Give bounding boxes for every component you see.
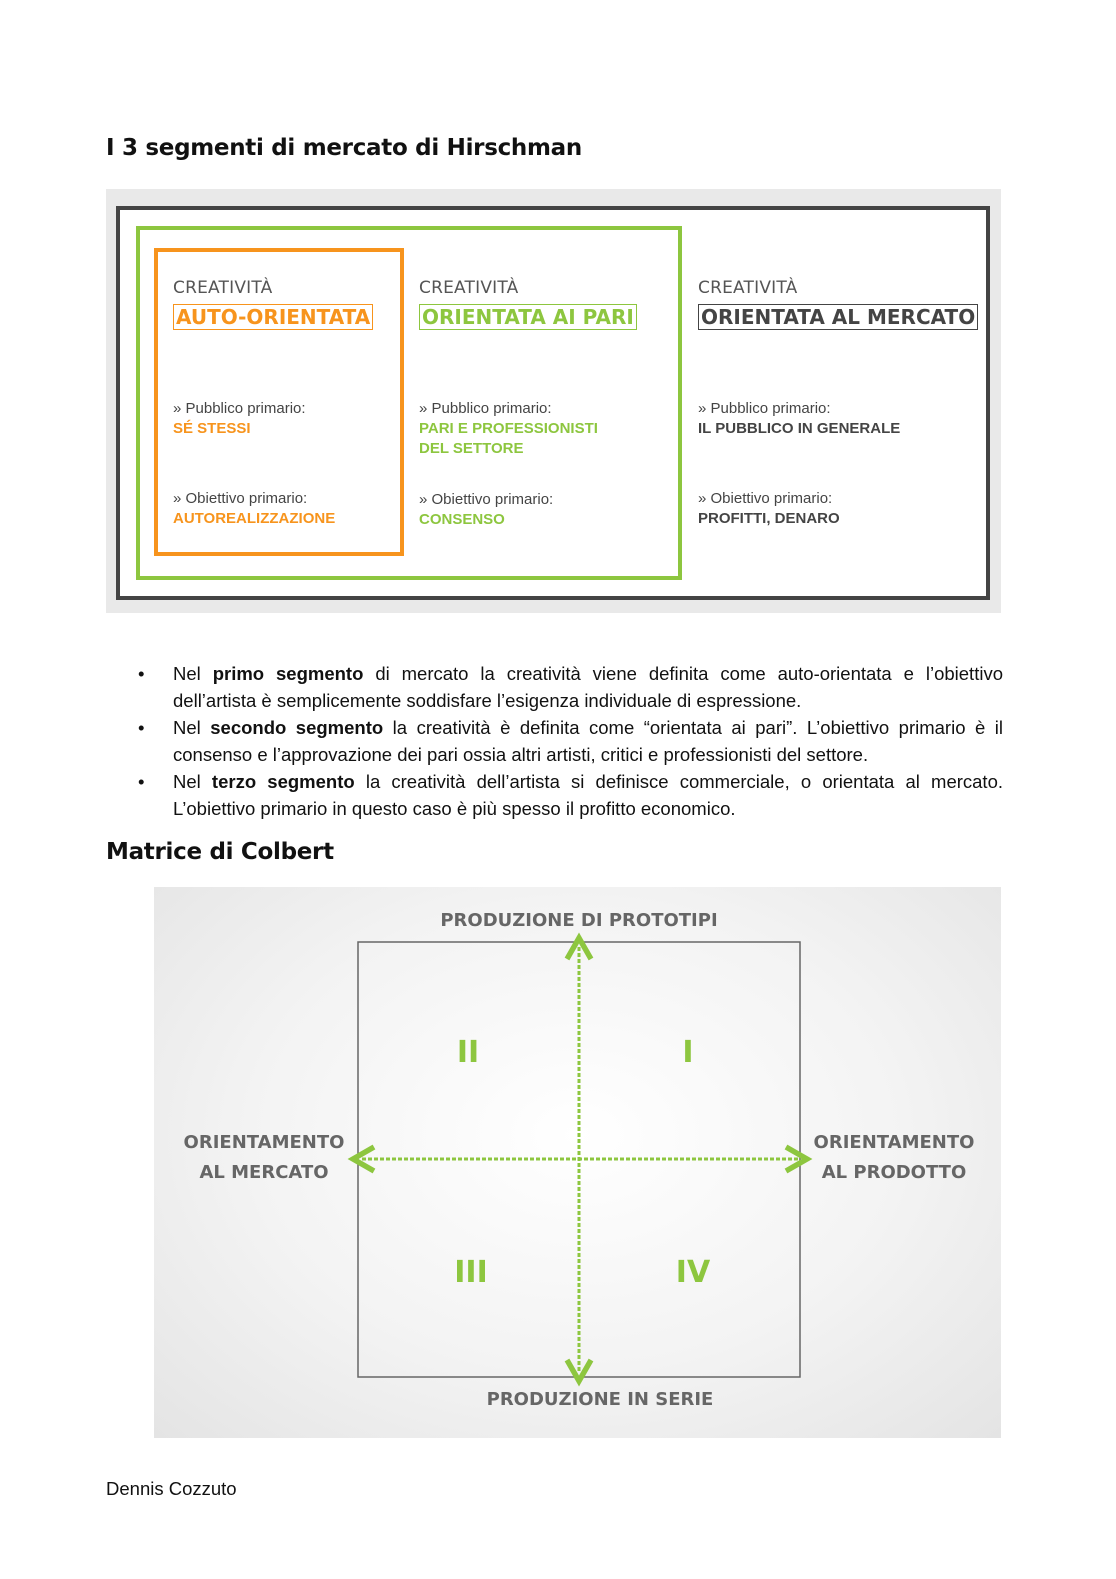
bullet-icon: • [138, 663, 145, 684]
list-item: • Nel primo segmento di mercato la creatività viene definita come auto-orientata e l’obiettivo dell’artista è semplicemente soddisfare l’esigenza individuale di espressione. [138, 663, 1003, 711]
column-kicker: CREATIVITÀ [698, 278, 798, 298]
audience-value-cont: DEL SETTORE [419, 440, 524, 457]
list-item: • Nel secondo segmento la creatività è definita come “orientata ai pari”. L’obiettivo primario è il consenso e l’approvazione dei pari ossia altri artisti, critici e professionisti del settore. [138, 717, 1003, 765]
column-kicker: CREATIVITÀ [173, 278, 273, 298]
column-peer-oriented [419, 278, 637, 330]
column-market-oriented [698, 278, 978, 330]
hirschman-frame [116, 206, 990, 600]
audience-label: » Pubblico primario: [698, 400, 831, 417]
heading-hirschman: I 3 segmenti di mercato di Hirschman [106, 135, 582, 161]
goal-block-3 [698, 489, 840, 529]
quadrant-i-label: I [682, 1035, 694, 1070]
goal-label: » Obiettivo primario: [419, 491, 554, 508]
column-kicker: CREATIVITÀ [419, 278, 519, 298]
audience-block-3 [698, 399, 900, 439]
axis-right-label: ORIENTAMENTO AL PRODOTTO [813, 1132, 975, 1183]
column-tag: AUTO-ORIENTATA [173, 304, 373, 330]
goal-block-1 [173, 489, 335, 529]
bullet-icon: • [138, 717, 145, 738]
audience-block-1 [173, 399, 306, 439]
goal-value: CONSENSO [419, 511, 505, 528]
audience-value: PARI E PROFESSIONISTI [419, 420, 598, 437]
goal-label: » Obiettivo primario: [698, 490, 833, 507]
hirschman-figure [106, 189, 1001, 613]
column-self-oriented [173, 278, 373, 330]
goal-label: » Obiettivo primario: [173, 490, 308, 507]
goal-block-2 [419, 490, 553, 530]
footer-author: Dennis Cozzuto [106, 1478, 237, 1499]
column-tag: ORIENTATA AI PARI [419, 304, 637, 330]
goal-value: PROFITTI, DENARO [698, 510, 840, 527]
quadrant-iv-label: IV [675, 1255, 711, 1290]
list-item: • Nel terzo segmento la creatività dell’artista si definisce commerciale, o orientata al mercato. L’obiettivo primario in questo caso è più spesso il profitto economico. [138, 771, 1004, 819]
audience-value: SÉ STESSI [173, 420, 251, 437]
quadrant-ii-label: II [456, 1035, 480, 1070]
column-tag: ORIENTATA AL MERCATO [698, 304, 978, 330]
quadrant-iii-label: III [454, 1255, 488, 1290]
axis-bottom-label: PRODUZIONE IN SERIE [486, 1389, 714, 1410]
axis-left-label: ORIENTAMENTO AL MERCATO [183, 1132, 345, 1183]
audience-value: IL PUBBLICO IN GENERALE [698, 420, 901, 437]
heading-colbert: Matrice di Colbert [106, 839, 334, 865]
axis-top-label: PRODUZIONE DI PROTOTIPI [440, 910, 718, 931]
bullet-icon: • [138, 771, 145, 792]
audience-label: » Pubblico primario: [419, 400, 552, 417]
audience-label: » Pubblico primario: [173, 400, 306, 417]
colbert-matrix [154, 887, 1001, 1438]
goal-value: AUTOREALIZZAZIONE [173, 510, 336, 527]
audience-block-2 [419, 399, 598, 459]
segments-list [138, 661, 1003, 823]
